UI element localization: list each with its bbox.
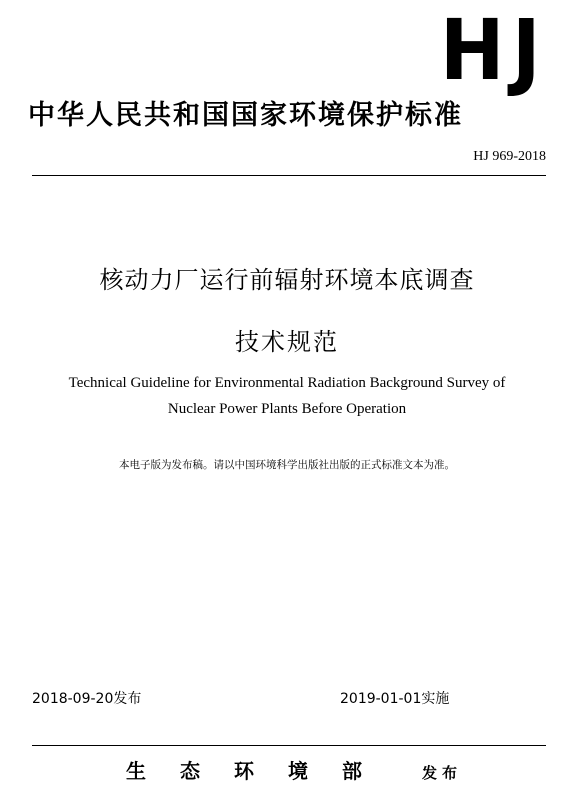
- organization-title: 中华人民共和国国家环境保护标准: [28, 100, 463, 131]
- title-cn-line2: 技术规范: [235, 328, 339, 356]
- issue-date: 2018-09-20发布: [32, 691, 142, 707]
- standard-logo: HJ: [439, 1, 548, 99]
- issuing-authority: 生态环境部: [126, 759, 396, 783]
- header-divider: [32, 175, 546, 176]
- title-en-line2: Nuclear Power Plants Before Operation: [167, 401, 407, 417]
- standard-number: HJ 969-2018: [473, 149, 546, 164]
- issue-label: 发布: [422, 764, 463, 782]
- electronic-version-note: 本电子版为发布稿。请以中国环境科学出版社出版的正式标准文本为准。: [119, 459, 455, 471]
- footer-divider: [32, 745, 546, 746]
- implementation-date: 2019-01-01实施: [340, 691, 450, 707]
- title-cn-line1: 核动力厂运行前辐射环境本底调查: [99, 266, 475, 294]
- title-en-line1: Technical Guideline for Environmental Radiation Background Survey of: [68, 375, 506, 391]
